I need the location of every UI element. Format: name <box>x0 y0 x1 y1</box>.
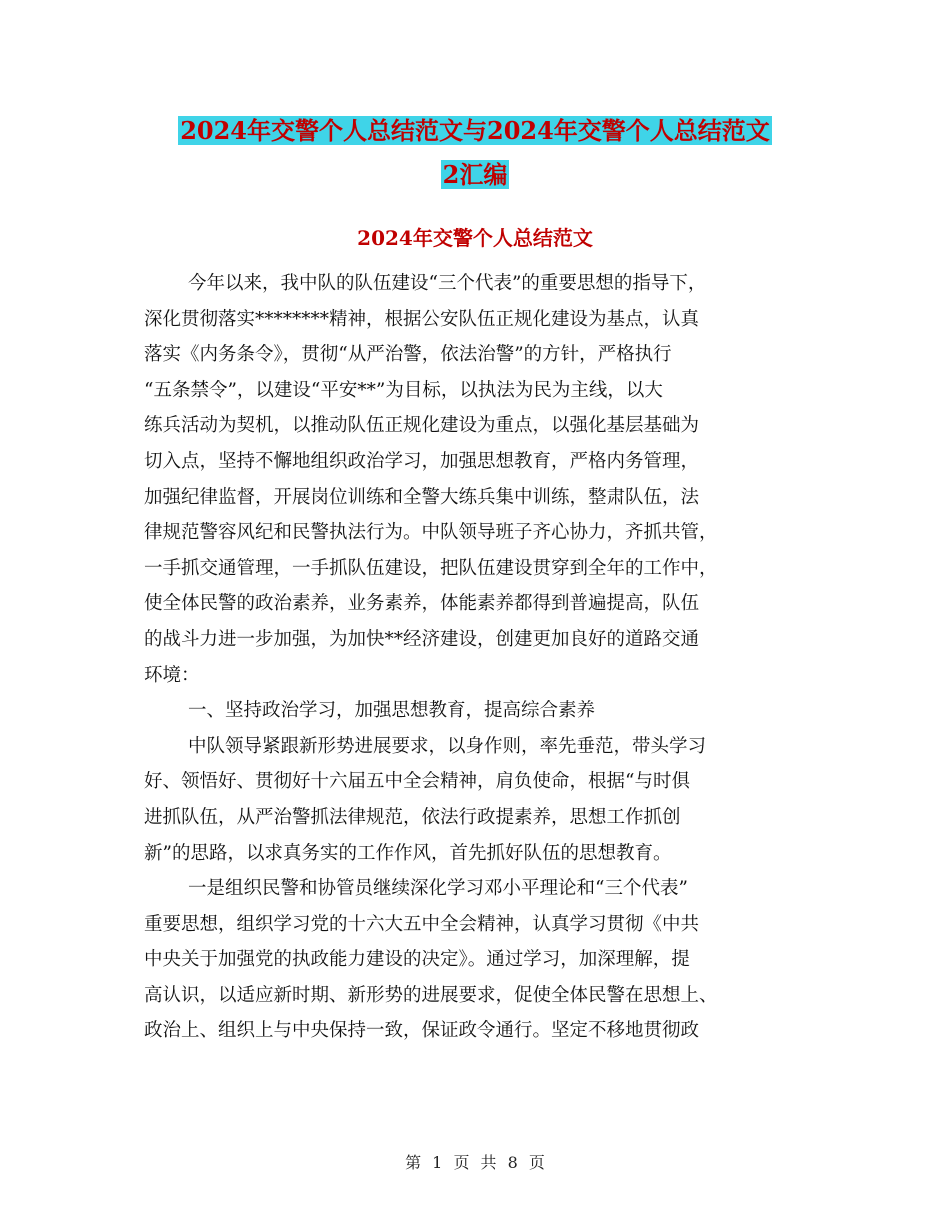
body-line: 使全体民警的政治素养，业务素养，体能素养都得到普遍提高，队伍 <box>144 593 700 615</box>
page-number-footer: 第 1 页 共 8 页 <box>405 1153 545 1172</box>
body-line: 政治上、组织上与中央保持一致，保证政令通行。坚定不移地贯彻政 <box>144 1020 700 1042</box>
section-heading: 一、坚持政治学习，加强思想教育，提高综合素养 <box>188 700 596 722</box>
body-line: 今年以来，我中队的队伍建设“三个代表”的重要思想的指导下， <box>188 273 707 294</box>
body-line: “五条禁令”，以建设“平安**”为目标，以执法为民为主线，以大 <box>144 379 663 401</box>
body-line: 一手抓交通管理，一手抓队伍建设，把队伍建设贯穿到全年的工作中， <box>144 557 718 579</box>
body-line: 练兵活动为契机，以推动队伍正规化建设为重点，以强化基层基础为 <box>144 415 700 437</box>
document-title-line-2 <box>0 152 950 198</box>
document-title-line-1 <box>0 108 950 154</box>
body-line: 律规范警容风纪和民警执法行为。中队领导班子齐心协力，齐抓共管， <box>144 522 718 544</box>
body-line: 一是组织民警和协管员继续深化学习邓小平理论和“三个代表” <box>188 878 688 900</box>
body-line: 进抓队伍，从严治警抓法律规范，依法行政提素养，思想工作抓创 <box>144 806 681 828</box>
body-line: 中队领导紧跟新形势进展要求，以身作则，率先垂范，带头学习 <box>188 735 707 757</box>
title-highlight-1: 2024年交警个人总结范文与2024年交警个人总结范文 <box>180 116 770 145</box>
body-line: 加强纪律监督，开展岗位训练和全警大练兵集中训练，整肃队伍，法 <box>144 486 700 508</box>
body-line: 新”的思路，以求真务实的工作作风，首先抓好队伍的思想教育。 <box>144 842 672 864</box>
section-subtitle: 2024年交警个人总结范文 <box>357 226 593 250</box>
body-line: 重要思想，组织学习党的十六大五中全会精神，认真学习贯彻《中共 <box>144 913 700 935</box>
body-line: 的战斗力进一步加强，为加快**经济建设，创建更加良好的道路交通 <box>144 628 700 650</box>
body-line: 中央关于加强党的执政能力建设的决定》。通过学习，加深理解，提 <box>144 949 690 971</box>
document-body <box>144 266 804 1049</box>
body-line: 落实《内务条令》，贯彻“从严治警，依法治警”的方针，严格执行 <box>144 344 672 366</box>
title-highlight-2: 2汇编 <box>442 160 508 189</box>
body-line: 环境： <box>144 664 200 686</box>
body-line: 高认识，以适应新时期、新形势的进展要求，促使全体民警在思想上、 <box>144 984 718 1006</box>
body-line: 切入点，坚持不懈地组织政治学习，加强思想教育，严格内务管理， <box>144 450 700 472</box>
body-line: 深化贯彻落实********精神，根据公安队伍正规化建设为基点，认真 <box>144 308 700 330</box>
body-line: 好、领悟好、贯彻好十六届五中全会精神，肩负使命，根据“与时俱 <box>144 771 690 793</box>
